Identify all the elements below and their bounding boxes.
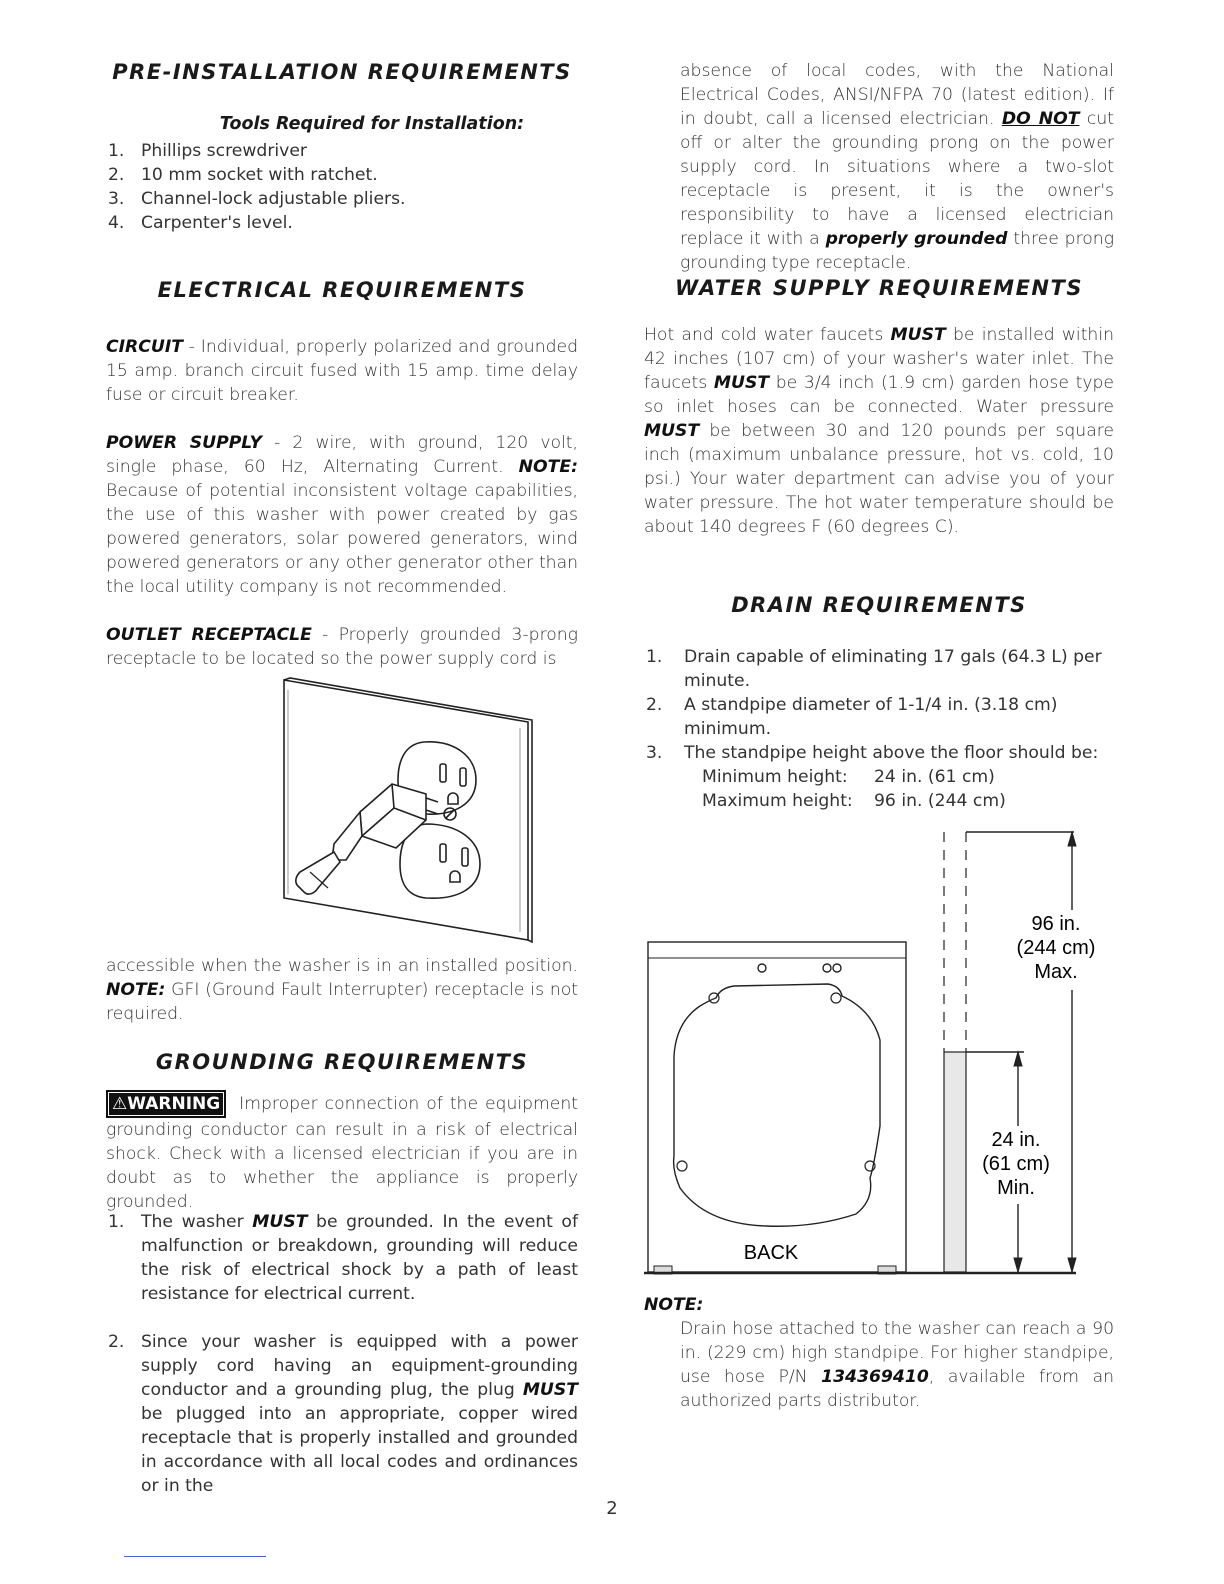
list-item: 3. Channel-lock adjustable pliers. (108, 189, 406, 209)
list-item: 3. The standpipe height above the floor should be: Minimum height: 24 in. (61 cm) Maximum height: 96 in. (244 cm) (644, 741, 1114, 813)
tools-list (106, 139, 578, 235)
min-word-label: Min. (997, 1177, 1035, 1199)
power-supply-label: POWER SUPPLY (106, 433, 263, 453)
part-number: 134369410 (821, 1367, 929, 1387)
circuit-paragraph: CIRCUIT - Individual, properly polarized and grounded 15 amp. branch circuit fused with 15 amp. time delay fuse or circuit breaker. (106, 337, 578, 405)
note-label: NOTE: (106, 980, 166, 1000)
note-heading: NOTE: (644, 1295, 704, 1315)
page-number: 2 (606, 1498, 618, 1519)
max-word-label: Max. (1034, 961, 1078, 983)
note-label: NOTE: (518, 457, 578, 477)
pre-installation-heading: PRE-INSTALLATION REQUIREMENTS (112, 60, 572, 84)
outlet-plug-illustration (214, 676, 544, 946)
warning-paragraph: ⚠WARNING Improper connection of the equipment grounding conductor can result in a risk of electrical shock. Check with a licensed electrician if you are in doubt as to whether the appliance is properly grounded. (106, 1090, 578, 1214)
height-table: Minimum height: 24 in. (61 cm) Maximum height: 96 in. (244 cm) (702, 767, 1006, 811)
properly-grounded-label: properly grounded (825, 229, 1008, 249)
standpipe-diagram (644, 826, 1114, 1280)
do-not-label: DO NOT (1001, 109, 1080, 129)
max-cm-label: (244 cm) (1016, 937, 1096, 959)
outlet-continued-paragraph: accessible when the washer is in an installed position. NOTE: GFI (Ground Fault Interrupter) receptacle is not required. (106, 956, 578, 1024)
electrical-heading: ELECTRICAL REQUIREMENTS (157, 278, 527, 302)
list-item: 2. Since your washer is equipped with a power supply cord having an equipment-grounding conductor and a grounding plug, the plug MUST be plugged into an appropriate, copper wired receptacle that is properly installed and grounded in accordance with all local codes and ordinances or in the (108, 1332, 578, 1496)
list-item: 4. Carpenter's level. (108, 213, 293, 233)
water-supply-heading: WATER SUPPLY REQUIREMENTS (675, 276, 1083, 300)
list-item: 2. A standpipe diameter of 1-1/4 in. (3.18 cm) minimum. (646, 695, 1058, 739)
list-item: 2. 10 mm socket with ratchet. (108, 165, 378, 185)
back-label: BACK (743, 1242, 799, 1264)
tools-heading: Tools Required for Installation: (219, 114, 525, 134)
drain-list (644, 645, 1114, 813)
washer-body (648, 942, 906, 1272)
list-item: 1. Drain capable of eliminating 17 gals (64.3 L) per minute. (646, 647, 1102, 691)
outlet-label: OUTLET RECEPTACLE (106, 625, 312, 645)
grounding-list (106, 1210, 578, 1498)
water-supply-paragraph: Hot and cold water faucets MUST be installed within 42 inches (107 cm) of your washer's water inlet. The faucets MUST be 3/4 inch (1.9 cm) garden hose type so inlet hoses can be connected. Water pressure MUST be between 30 and 120 pounds per square inch (maximum unbalance pressure, hot vs. cold, 10 psi.) Your water department can advise you of your water pressure. The hot water temperature should be about 140 degrees F (60 degrees C). (644, 325, 1114, 537)
warning-triangle-icon: ⚠ (112, 1094, 128, 1114)
grounding-continued-paragraph: absence of local codes, with the National Electrical Codes, ANSI/NFPA 70 (latest edition). If in doubt, call a licensed electrician. DO NOT cut off or alter the grounding prong on the power supply cord. In situations where a two-slot receptacle is present, it is the owner's responsibility to have a licensed electrician replace it with a properly grounded three prong grounding type receptacle. (680, 61, 1115, 273)
outlet-paragraph: OUTLET RECEPTACLE - Properly grounded 3-prong receptacle to be located so the power supply cord is (106, 625, 578, 669)
footer-rule (124, 1556, 266, 1557)
drain-heading: DRAIN REQUIREMENTS (731, 593, 1027, 617)
circuit-label: CIRCUIT (106, 337, 183, 357)
list-item: 1. The washer MUST be grounded. In the event of malfunction or breakdown, grounding will reduce the risk of electrical shock by a path of least resistance for electrical current. (108, 1212, 578, 1304)
list-item: 1. Phillips screwdriver (108, 141, 307, 161)
note-paragraph: Drain hose attached to the washer can reach a 90 in. (229 cm) high standpipe. For higher standpipe, use hose P/N 134369410, available from an authorized parts distributor. (680, 1319, 1115, 1411)
max-inches-label: 96 in. (1031, 913, 1081, 935)
power-supply-paragraph: POWER SUPPLY - 2 wire, with ground, 120 volt, single phase, 60 Hz, Alternating Current. NOTE: Because of potential inconsistent voltage capabilities, the use of this washer with power created by gas powered generators, solar powered generators, wind powered generators or any other generator other than the local utility company is not recommended. (106, 433, 578, 597)
min-inches-label: 24 in. (991, 1129, 1041, 1151)
grounding-heading: GROUNDING REQUIREMENTS (155, 1050, 529, 1074)
warning-badge: ⚠WARNING (106, 1090, 226, 1118)
min-cm-label: (61 cm) (982, 1153, 1050, 1175)
